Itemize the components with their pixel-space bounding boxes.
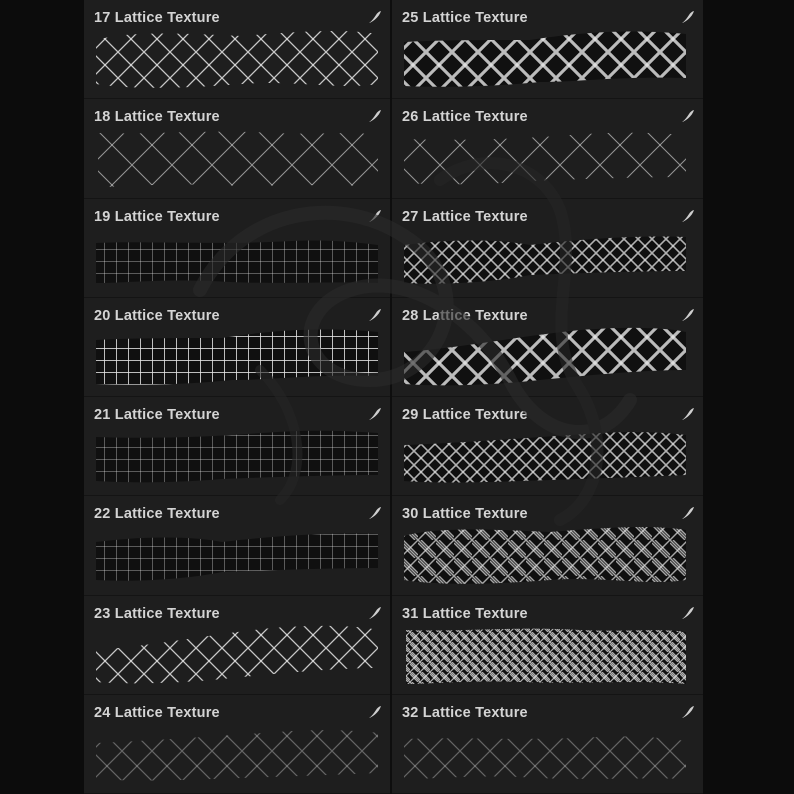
brush-stroke-icon[interactable] xyxy=(681,308,695,322)
brush-cell[interactable] xyxy=(84,199,390,298)
brush-title: 24 Lattice Texture xyxy=(94,704,220,721)
brush-stroke-icon[interactable] xyxy=(368,209,382,223)
brush-stroke-preview xyxy=(400,423,690,493)
brush-stroke-preview xyxy=(92,423,382,493)
brush-stroke-icon[interactable] xyxy=(368,705,382,719)
brush-title: 29 Lattice Texture xyxy=(402,407,528,423)
brush-stroke-preview xyxy=(400,522,690,592)
brush-stroke-icon[interactable] xyxy=(368,506,382,520)
brush-cell[interactable] xyxy=(84,596,390,695)
brush-cell[interactable] xyxy=(392,496,703,595)
brush-stroke-preview xyxy=(92,522,382,592)
brush-cell[interactable] xyxy=(392,695,703,794)
brush-stroke-icon[interactable] xyxy=(681,109,695,123)
brush-column-left xyxy=(84,0,390,794)
brush-stroke-preview xyxy=(92,324,382,394)
brush-title: 28 Lattice Texture xyxy=(402,307,528,324)
brush-stroke-icon[interactable] xyxy=(681,606,695,620)
brush-title: 22 Lattice Texture xyxy=(94,506,220,523)
brush-stroke-icon[interactable] xyxy=(681,407,695,421)
brush-stroke-icon[interactable] xyxy=(368,407,382,421)
brush-title: 32 Lattice Texture xyxy=(402,704,528,721)
brush-stroke-preview xyxy=(92,225,382,295)
brush-stroke-icon[interactable] xyxy=(368,10,382,24)
brush-stroke-preview xyxy=(92,622,382,692)
brush-title: 17 Lattice Texture xyxy=(94,10,220,26)
brush-cell[interactable] xyxy=(84,496,390,595)
brush-cell[interactable] xyxy=(392,199,703,298)
brush-title: 23 Lattice Texture xyxy=(94,605,220,622)
brush-stroke-preview xyxy=(92,26,382,96)
brush-stroke-preview xyxy=(400,324,690,394)
brush-title: 26 Lattice Texture xyxy=(402,109,528,126)
brush-cell[interactable] xyxy=(84,397,390,496)
brush-title: 19 Lattice Texture xyxy=(94,208,220,225)
brush-cell[interactable] xyxy=(84,298,390,397)
brush-column-right xyxy=(392,0,703,794)
brush-cell[interactable] xyxy=(84,99,390,198)
brush-stroke-icon[interactable] xyxy=(368,606,382,620)
brush-cell[interactable] xyxy=(392,298,703,397)
brush-cell[interactable] xyxy=(392,99,703,198)
brush-stroke-preview xyxy=(400,125,690,195)
brush-title: 20 Lattice Texture xyxy=(94,307,220,324)
brush-title: 25 Lattice Texture xyxy=(402,10,528,26)
brush-stroke-preview xyxy=(400,622,690,692)
brush-title: 31 Lattice Texture xyxy=(402,605,528,622)
brush-stroke-icon[interactable] xyxy=(681,705,695,719)
brush-cell[interactable] xyxy=(84,695,390,794)
brush-title: 27 Lattice Texture xyxy=(402,208,528,225)
brush-stroke-preview xyxy=(92,721,382,791)
brush-stroke-preview xyxy=(400,26,690,96)
brush-cell[interactable] xyxy=(84,0,390,99)
brush-stroke-preview xyxy=(92,125,382,195)
brush-title: 18 Lattice Texture xyxy=(94,109,220,126)
brush-stroke-icon[interactable] xyxy=(681,10,695,24)
brush-stroke-icon[interactable] xyxy=(681,506,695,520)
brush-stroke-icon[interactable] xyxy=(368,109,382,123)
brush-title: 30 Lattice Texture xyxy=(402,506,528,523)
brush-cell[interactable] xyxy=(392,397,703,496)
brush-title: 21 Lattice Texture xyxy=(94,407,220,423)
brush-cell[interactable] xyxy=(392,0,703,99)
brush-stroke-preview xyxy=(400,721,690,791)
brush-stroke-preview xyxy=(400,225,690,295)
brush-cell[interactable] xyxy=(392,596,703,695)
brush-stroke-icon[interactable] xyxy=(368,308,382,322)
brush-stroke-icon[interactable] xyxy=(681,209,695,223)
